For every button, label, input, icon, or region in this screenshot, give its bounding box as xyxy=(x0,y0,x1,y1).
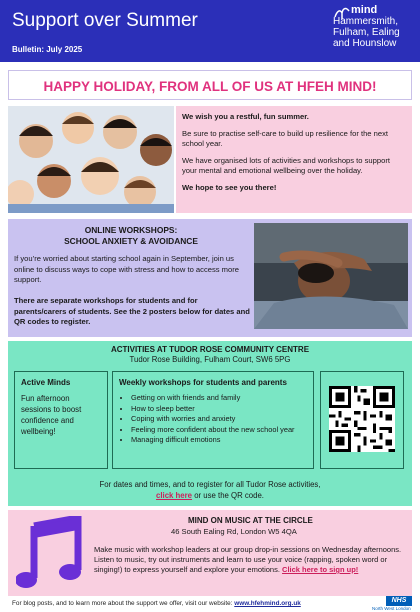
holiday-banner xyxy=(8,70,412,100)
banner-text: HAPPY HOLIDAY, FROM ALL OF US AT HFEH MIND! xyxy=(43,79,377,94)
list-item: • Coping with worries and anxiety xyxy=(131,414,307,424)
active-minds-heading: Active Minds xyxy=(21,378,71,387)
tudor-rose-address: Tudor Rose Building, Fulham Court, SW6 5PG xyxy=(129,355,291,364)
workshops-title-line2: SCHOOL ANXIETY & AVOIDANCE xyxy=(64,236,198,246)
tudor-rose-register-suffix: or use the QR code. xyxy=(194,491,264,500)
weekly-workshops-box xyxy=(112,371,314,469)
mind-on-music-section xyxy=(8,510,412,596)
children-photo-illustration xyxy=(8,106,174,213)
child-in-bed-illustration xyxy=(254,223,408,329)
children-photo xyxy=(8,106,174,213)
qr-code-icon xyxy=(329,386,395,452)
footer xyxy=(12,600,301,607)
list-item: • Getting on with friends and family xyxy=(131,393,307,403)
tudor-rose-section xyxy=(8,341,412,506)
workshops-description: If you’re worried about starting school again in September, join us online to discuss ways to cope with stress and how to access more support. xyxy=(14,254,239,284)
nhs-logo: NHS xyxy=(386,596,412,606)
workshops-posters-note: There are separate workshops for students and for parents/carers of students. See the 2 posters below for dates and QR codes to register. xyxy=(14,296,250,326)
bulletin-date: Bulletin: July 2025 xyxy=(12,45,83,54)
weekly-workshops-list xyxy=(119,393,307,445)
intro-greeting: We wish you a restful, fun summer. xyxy=(182,112,309,121)
music-signup-link[interactable]: Click here to sign up! xyxy=(282,565,359,574)
page-title: Support over Summer xyxy=(12,10,198,31)
logo-area-text: Hammersmith, Fulham, Ealing and Hounslow xyxy=(333,16,400,49)
music-address: 46 South Ealing Rd, London W5 4QA xyxy=(171,527,297,536)
tudor-rose-click-here-link[interactable]: click here xyxy=(156,491,193,500)
footer-text: For blog posts, and to learn more about the support we offer, visit our website: xyxy=(12,600,233,607)
nhs-region: North West London xyxy=(372,606,411,611)
mind-logo xyxy=(333,5,417,49)
header-bar xyxy=(0,0,420,62)
intro-box xyxy=(176,106,412,213)
qr-code[interactable] xyxy=(329,386,395,452)
mind-logo-icon xyxy=(333,5,351,21)
logo-mind-text: mind xyxy=(351,4,378,16)
active-minds-text: Fun afternoon sessions to boost confidence and wellbeing! xyxy=(21,394,82,436)
tudor-rose-register-prefix: For dates and times, and to register for all Tudor Rose activities, xyxy=(99,480,321,489)
workshops-title-line1: ONLINE WORKSHOPS: xyxy=(84,225,178,235)
child-in-bed-photo xyxy=(254,223,408,329)
weekly-workshops-heading: Weekly workshops for students and parents xyxy=(119,378,287,387)
music-title: MIND ON MUSIC AT THE CIRCLE xyxy=(188,516,313,525)
intro-see-you: We hope to see you there! xyxy=(182,182,277,192)
music-description xyxy=(94,545,406,575)
list-item: • Managing difficult emotions xyxy=(131,435,307,445)
tudor-rose-title: ACTIVITIES AT TUDOR ROSE COMMUNITY CENTRE xyxy=(110,345,310,354)
active-minds-box xyxy=(14,371,108,469)
list-item: • How to sleep better xyxy=(131,404,307,414)
workshops-title xyxy=(16,225,246,247)
online-workshops-section xyxy=(8,219,412,337)
tudor-rose-register-line2 xyxy=(8,490,412,501)
intro-activities: We have organised lots of activities and workshops to support your mental and emotional wellbeing over the holiday. xyxy=(182,155,390,175)
intro-self-care: Be sure to practise self-care to build up resilience for the next school year. xyxy=(182,128,388,148)
list-item: • Feeling more confident about the new school year xyxy=(131,425,307,435)
qr-code-box xyxy=(320,371,404,469)
music-note-icon xyxy=(16,516,86,592)
website-link[interactable]: www.hfehmind.org.uk xyxy=(234,600,301,607)
tudor-rose-register xyxy=(8,479,412,501)
music-text: Make music with workshop leaders at our group drop-in sessions on Wednesday afternoons. Listen to music, try out instruments and learn to use your voice (rapping, spoken word or singing!) to express yourself and explore your emotions. xyxy=(94,545,402,574)
